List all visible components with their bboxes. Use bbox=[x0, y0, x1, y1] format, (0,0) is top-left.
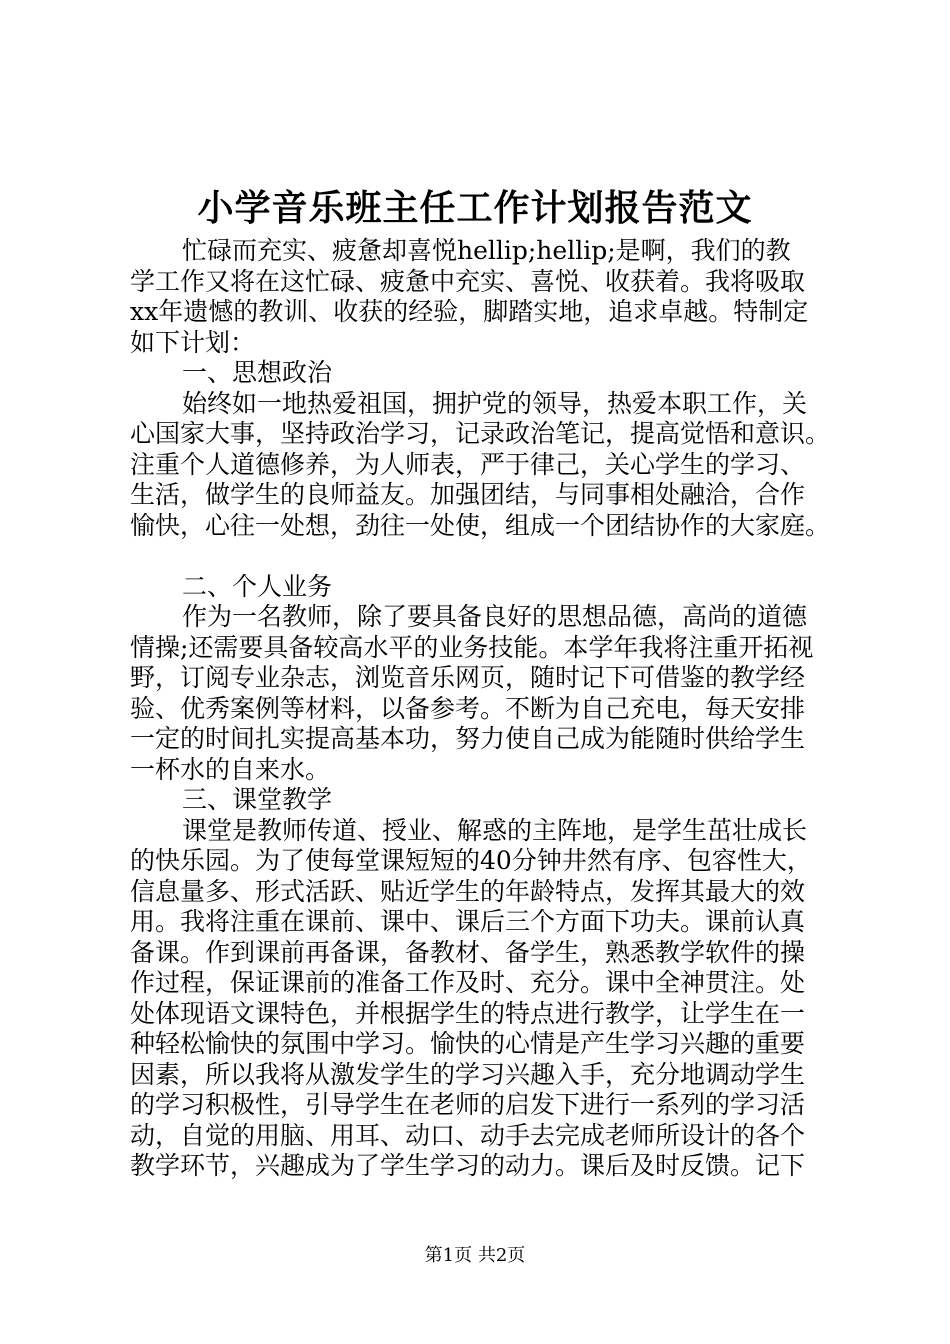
page-number-footer: 第1页 共2页 bbox=[424, 1245, 526, 1266]
section-heading: 一、思想政治 bbox=[182, 358, 333, 387]
text-line: 一定的时间扎实提高基本功，努力使自己成为能随时供给学生 bbox=[130, 724, 806, 753]
section-heading: 三、课堂教学 bbox=[182, 785, 333, 814]
section-heading-business bbox=[130, 572, 830, 603]
intro-paragraph bbox=[130, 236, 830, 358]
text-line: 的快乐园。为了使每堂课短短的40分钟井然有序、包容性大， bbox=[130, 846, 812, 875]
text-line: 处体现语文课特色，并根据学生的特点进行教学，让学生在一 bbox=[130, 998, 806, 1028]
text-line: 教学环节，兴趣成为了学生学习的动力。课后及时反馈。记下 bbox=[130, 1151, 806, 1180]
text-line: 种轻松愉快的氛围中学习。愉快的心情是产生学习兴趣的重要 bbox=[130, 1029, 806, 1058]
text-line: 忙碌而充实、疲惫却喜悦hellip;hellip;是啊，我们的教 bbox=[182, 236, 791, 265]
text-line: 野，订阅专业杂志，浏览音乐网页，随时记下可借鉴的教学经 bbox=[130, 663, 806, 692]
text-line: 学工作又将在这忙碌、疲惫中充实、喜悦、收获着。我将吸取 bbox=[130, 266, 806, 296]
text-line: 始终如一地热爱祖国，拥护党的领导，热爱本职工作，关 bbox=[182, 388, 808, 418]
text-line: 备课。作到课前再备课，备教材、备学生，熟悉教学软件的操 bbox=[130, 937, 806, 967]
text-line: 验、优秀案例等材料，以备参考。不断为自己充电，每天安排 bbox=[130, 693, 806, 723]
text-line: 课堂是教师传道、授业、解惑的主阵地，是学生茁壮成长 bbox=[182, 815, 808, 845]
politics-paragraph bbox=[130, 389, 830, 542]
business-paragraph bbox=[130, 602, 830, 785]
text-line: 作为一名教师，除了要具备良好的思想品德，高尚的道德 bbox=[182, 602, 808, 631]
text-line: 情操;还需要具备较高水平的业务技能。本学年我将注重开拓视 bbox=[130, 632, 814, 662]
text-line: 作过程，保证课前的准备工作及时、充分。课中全神贯注。处 bbox=[130, 968, 806, 997]
text-line: xx年遗憾的教训、收获的经验，脚踏实地，追求卓越。特制定 bbox=[130, 297, 809, 326]
section-heading-politics bbox=[130, 358, 830, 389]
teaching-paragraph bbox=[130, 816, 830, 1182]
text-line: 注重个人道德修养，为人师表，严于律己，关心学生的学习、 bbox=[130, 449, 806, 479]
text-line: 愉快，心往一处想，劲往一处使，组成一个团结协作的大家庭。 bbox=[130, 510, 831, 540]
text-line: 因素，所以我将从激发学生的学习兴趣入手，充分地调动学生 bbox=[130, 1059, 806, 1089]
text-line: 用。我将注重在课前、课中、课后三个方面下功夫。课前认真 bbox=[130, 907, 806, 936]
text-line: 如下计划： bbox=[130, 327, 256, 357]
document-body bbox=[130, 236, 830, 1182]
section-heading: 二、个人业务 bbox=[182, 571, 333, 601]
text-line: 动，自觉的用脑、用耳、动口、动手去完成老师所设计的各个 bbox=[130, 1120, 806, 1150]
text-line: 的学习积极性，引导学生在老师的启发下进行一系列的学习活 bbox=[130, 1090, 806, 1119]
section-heading-teaching bbox=[130, 785, 830, 816]
text-line: 生活，做学生的良师益友。加强团结，与同事相处融洽，合作 bbox=[130, 480, 806, 509]
text-line: 信息量多、形式活跃、贴近学生的年龄特点，发挥其最大的效 bbox=[130, 876, 806, 906]
text-line: 心国家大事，坚持政治学习，记录政治笔记，提高觉悟和意识。 bbox=[130, 419, 831, 448]
document-title: 小学音乐班主任工作计划报告范文 bbox=[197, 187, 753, 229]
paragraph-spacer bbox=[130, 541, 830, 572]
text-line: 一杯水的自来水。 bbox=[130, 754, 331, 784]
